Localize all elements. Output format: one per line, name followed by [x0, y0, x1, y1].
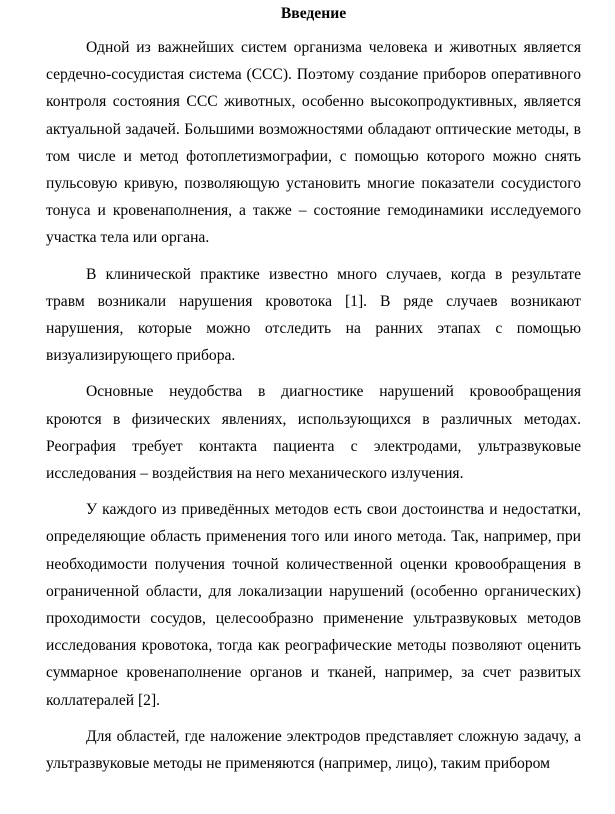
paragraph-2: В клинической практике известно много случаев, когда в результате травм возникали нарушения кровотока [1]. В ряде случаев возникают нарушения, которые можно отследить на ранних этапах с помощью визуализирующего прибора. [46, 265, 581, 365]
paragraph-1: Одной из важнейших систем организма человека и животных является сердечно-сосудистая система (ССС). Поэтому создание приборов оперативного контроля состояния ССС животных, особенно высокопродуктивных, является актуальной задачей. Большими возможностями обладают оптические методы, в том числе и метод фотоплетизмографии, с помощью которого можно снять пульсовую кривую, позволяющую установить многие показатели сосудистого тонуса и кровенаполнения, а также – состояние гемодинамики исследуемого участка тела или органа. [46, 39, 581, 247]
paragraph-3: Основные неудобства в диагностике нарушений кровообращения кроются в физических явлениях, использующихся в различных методах. Реография требует контакта пациента с электродами, ультразвуковые исследования – воздействия на него механического излучения. [46, 383, 581, 483]
document-title: Введение [280, 5, 347, 22]
paragraph-5: Для областей, где наложение электродов представляет сложную задачу, а ультразвуковые методы не применяются (например, лицо), таким прибором [46, 727, 581, 773]
paragraph-4: У каждого из приведённых методов есть свои достоинства и недостатки, определяющие область применения того или иного метода. Так, например, при необходимости получения точной количественной оценки кровообращения в ограниченной области, для локализации нарушений (особенно органических) проходимости сосудов, целесообразно применение ультразвуковых методов исследования кровотока, тогда как реографические методы позволяют оценить суммарное кровенаполнение органов и тканей, например, за счет развитых коллатералей [2]. [46, 501, 581, 709]
